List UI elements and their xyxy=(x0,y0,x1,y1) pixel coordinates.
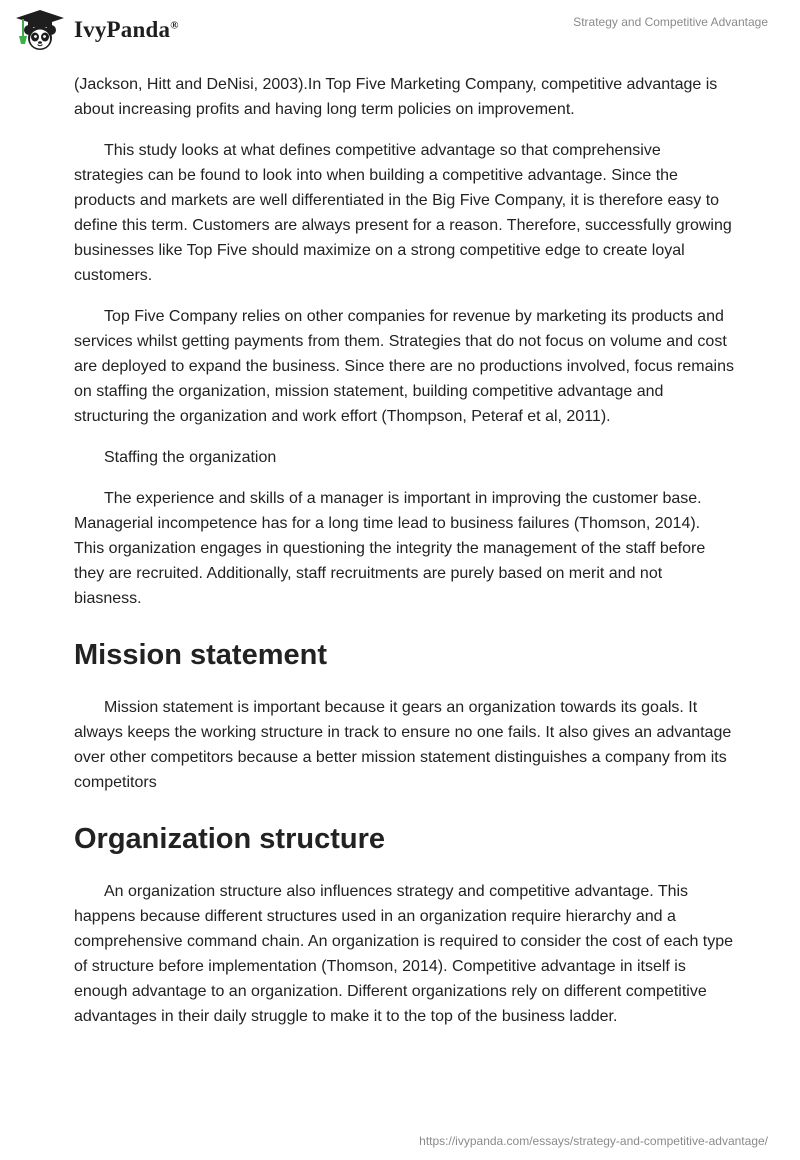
page-header xyxy=(0,0,800,70)
ivypanda-logo[interactable] xyxy=(14,8,179,52)
paragraph: Top Five Company relies on other companies for revenue by marketing its products and services whilst getting payments from them. Strategies that do not focus on volume and cost are deployed to expand the business. Since there are no productions involved, focus remains on staffing the organization, mission statement, building competitive advantage and structuring the organization and work effort (Thompson, Peteraf et al, 2011). xyxy=(74,308,734,425)
essay-content xyxy=(74,72,734,1045)
registered-mark: ® xyxy=(170,19,179,32)
heading-mission-statement: Mission statement xyxy=(74,639,327,671)
paragraph: The experience and skills of a manager is important in improving the customer base. Managerial incompetence has for a long time lead to business failures (Thomson, 2014). This organization engages in questioning the integrity the management of the staff before they are recruited. Additionally, staff recruitments are purely based on merit and not biasness. xyxy=(74,490,706,607)
document-title: Strategy and Competitive Advantage xyxy=(573,15,768,29)
source-url-link[interactable]: https://ivypanda.com/essays/strategy-and-competitive-advantage/ xyxy=(419,1134,768,1148)
logo-text: IvyPanda xyxy=(74,17,171,42)
paragraph: An organization structure also influences strategy and competitive advantage. This happens because different structures used in an organization require hierarchy and a comprehensive command chain. An organization is required to consider the cost of each type of structure before implementation (Thomson, 2014). Competitive advantage in itself is enough advantage to an organization. Different organizations rely on different competitive advantages in their daily struggle to make it to the top of the business ladder. xyxy=(74,883,734,1025)
logo-wordmark xyxy=(74,17,179,43)
subheading-staffing: Staffing the organization xyxy=(104,449,277,466)
heading-organization-structure: Organization structure xyxy=(74,823,385,855)
panda-graduate-icon xyxy=(14,8,66,52)
paragraph: (Jackson, Hitt and DeNisi, 2003).In Top Five Marketing Company, competitive advantage is about increasing profits and having long term policies on improvement. xyxy=(74,76,718,118)
paragraph: This study looks at what defines competitive advantage so that comprehensive strategies can be found to look into when building a competitive advantage. Since the products and markets are well differentiated in the Big Five Company, it is therefore easy to define this term. Customers are always present for a reason. Therefore, successfully growing businesses like Top Five should maximize on a strong competitive edge to create loyal customers. xyxy=(74,142,732,284)
paragraph: Mission statement is important because it gears an organization towards its goals. It always keeps the working structure in track to ensure no one fails. It also gives an advantage over other competitors because a better mission statement distinguishes a company from its competitors xyxy=(74,699,732,791)
